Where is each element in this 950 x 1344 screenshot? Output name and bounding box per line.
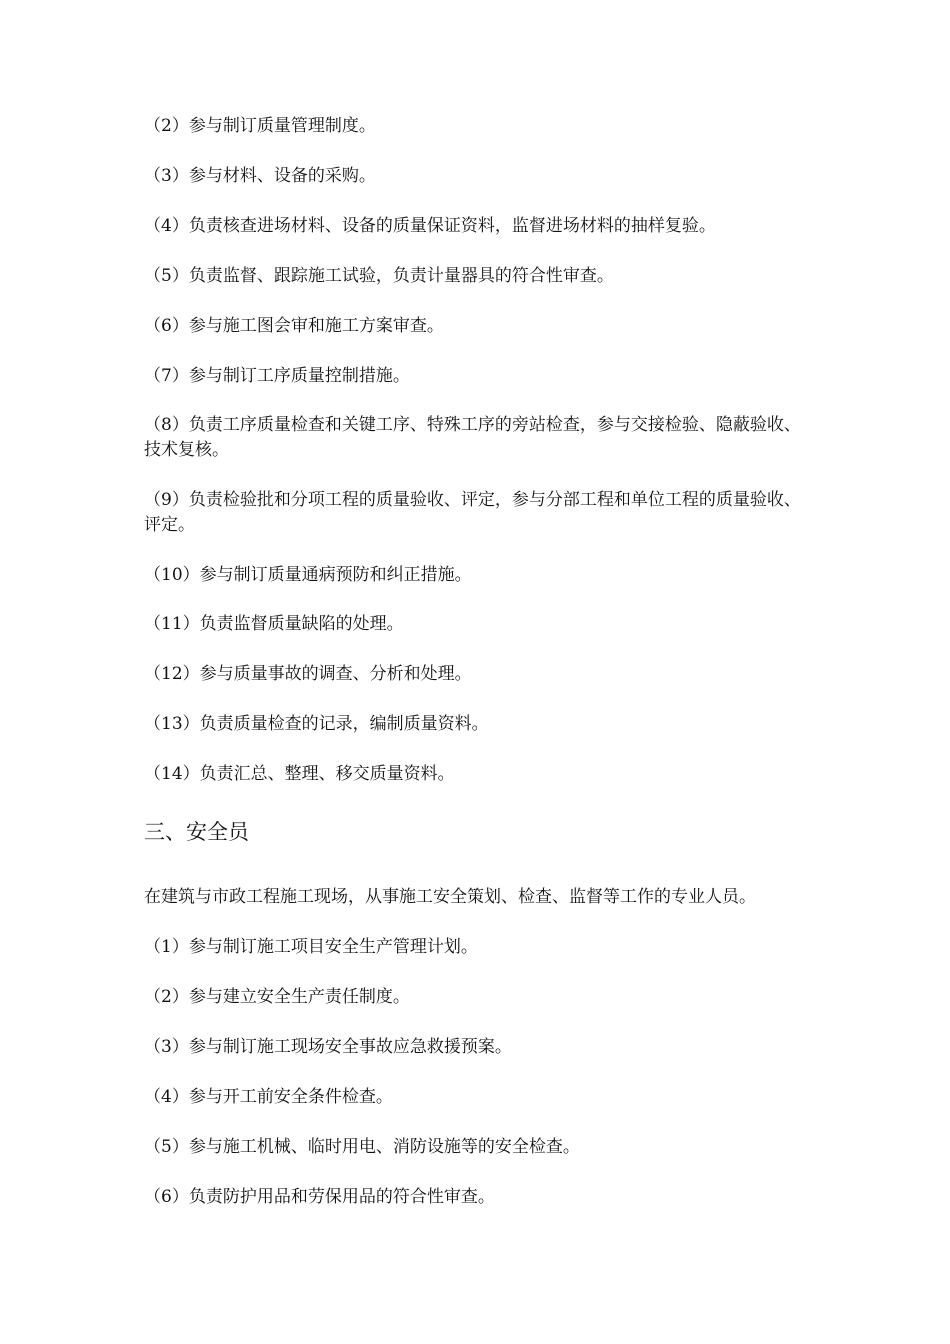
duty-item: （7）参与制订工序质量控制措施。 <box>144 366 410 386</box>
duty-item: （8）负责工序质量检查和关键工序、特殊工序的旁站检查，参与交接检验、隐蔽验收、技术复核。 <box>144 415 801 460</box>
duty-item: （4）参与开工前安全条件检查。 <box>144 1087 393 1107</box>
duty-item: （6）参与施工图会审和施工方案审查。 <box>144 316 444 336</box>
duty-item: （4）负责核查进场材料、设备的质量保证资料，监督进场材料的抽样复验。 <box>144 216 716 236</box>
duty-item: （2）参与建立安全生产责任制度。 <box>144 987 410 1007</box>
duty-item: （10）参与制订质量通病预防和纠正措施。 <box>144 565 472 585</box>
section-heading: 三、安全员 <box>144 820 249 844</box>
duty-item: （9）负责检验批和分项工程的质量验收、评定，参与分部工程和单位工程的质量验收、评定。 <box>144 490 801 535</box>
duty-item: （11）负责监督质量缺陷的处理。 <box>144 614 404 634</box>
duty-item: （6）负责防护用品和劳保用品的符合性审查。 <box>144 1187 495 1207</box>
duty-item: （1）参与制订施工项目安全生产管理计划。 <box>144 937 478 957</box>
duty-item: （3）参与材料、设备的采购。 <box>144 166 376 186</box>
duty-item: （2）参与制订质量管理制度。 <box>144 116 376 136</box>
duty-item: （5）负责监督、跟踪施工试验，负责计量器具的符合性审查。 <box>144 266 614 286</box>
duty-item: （3）参与制订施工现场安全事故应急救援预案。 <box>144 1037 512 1057</box>
duty-item: （14）负责汇总、整理、移交质量资料。 <box>144 764 455 784</box>
duty-item: （13）负责质量检查的记录，编制质量资料。 <box>144 714 489 734</box>
section-intro: 在建筑与市政工程施工现场，从事施工安全策划、检查、监督等工作的专业人员。 <box>144 887 756 907</box>
duty-item: （5）参与施工机械、临时用电、消防设施等的安全检查。 <box>144 1137 580 1157</box>
duty-item: （12）参与质量事故的调查、分析和处理。 <box>144 664 472 684</box>
